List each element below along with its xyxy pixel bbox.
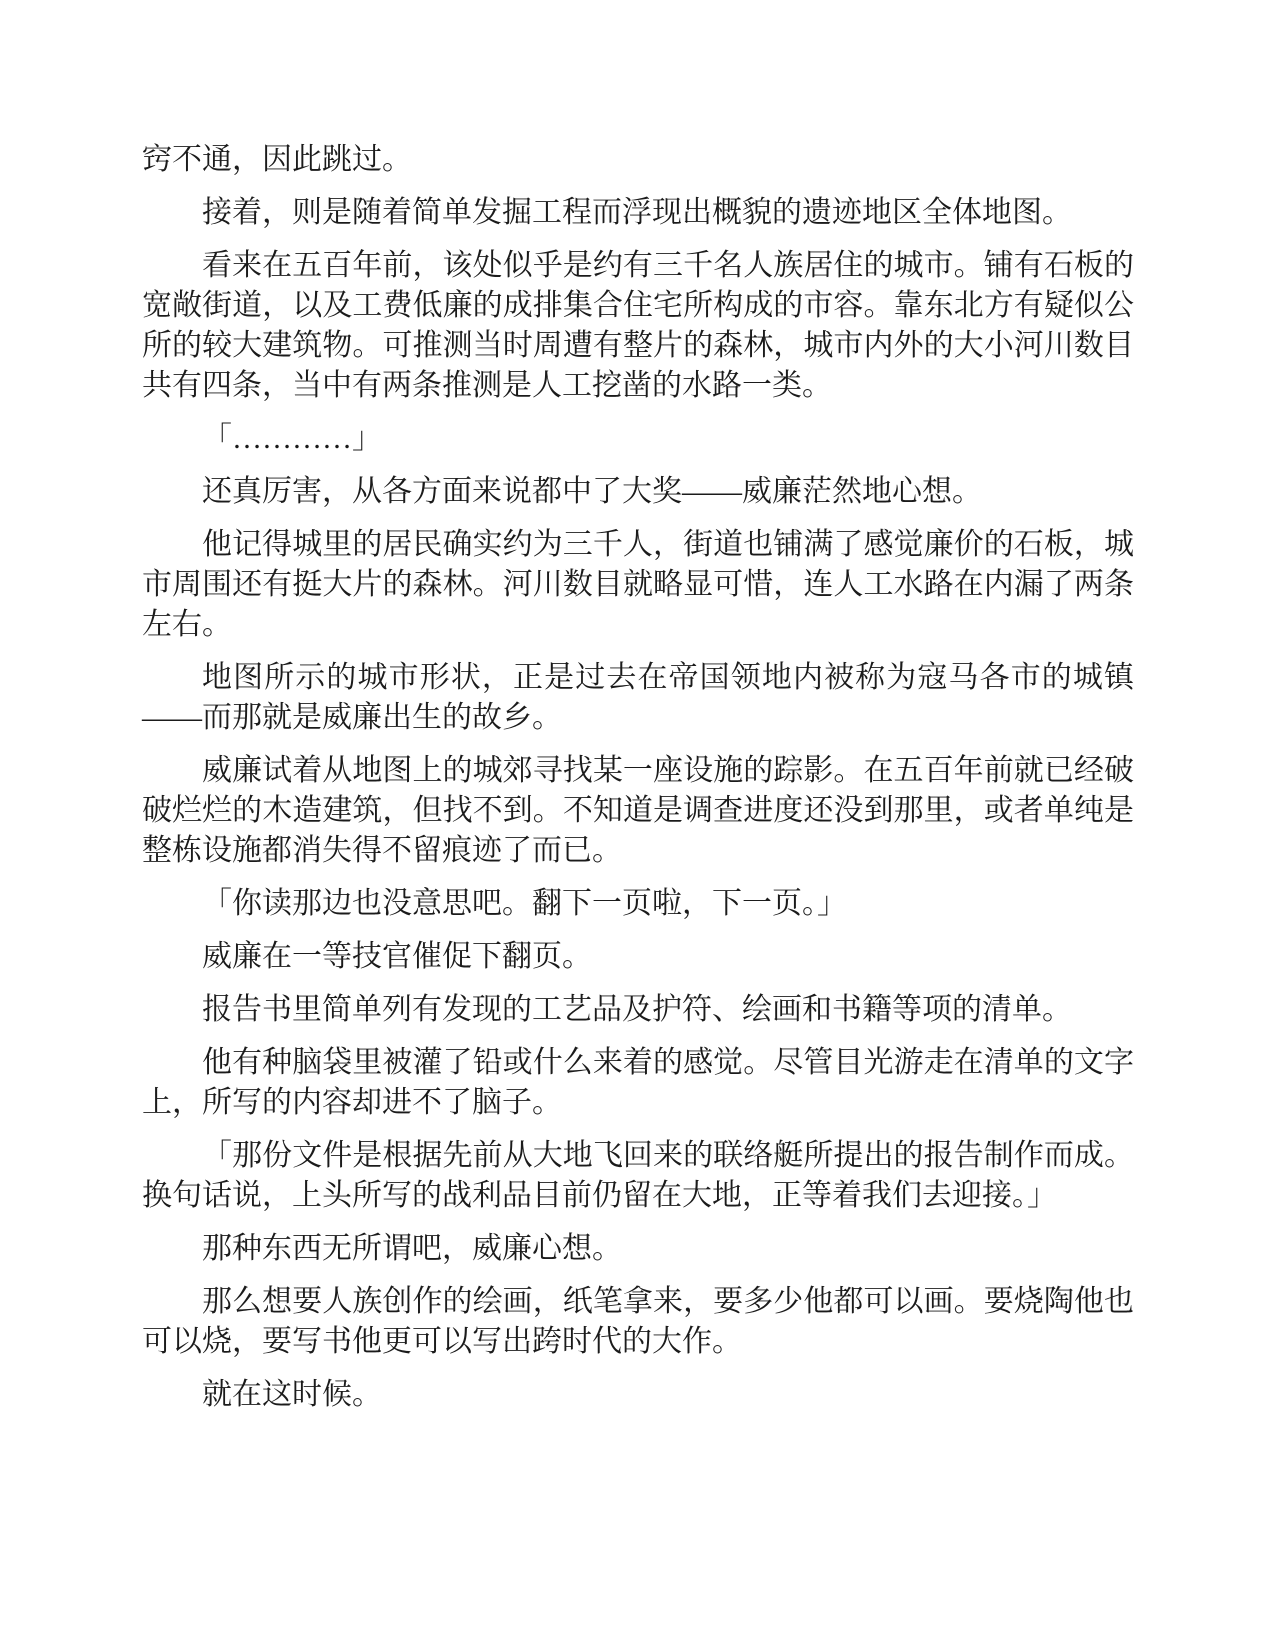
paragraph: 「你读那边也没意思吧。翻下一页啦，下一页。」 [202, 887, 847, 920]
paragraph: 就在这时候。 [202, 1378, 382, 1411]
paragraph: 地图所示的城市形状，正是过去在帝国领地内被称为寇马各市的城镇——而那就是威廉出生的故乡。 [142, 661, 1134, 734]
paragraph: 还真厉害，从各方面来说都中了大奖——威廉茫然地心想。 [202, 475, 982, 508]
page-text [142, 140, 1134, 1428]
paragraph: 报告书里简单列有发现的工艺品及护符、绘画和书籍等项的清单。 [202, 993, 1072, 1026]
paragraph: 他有种脑袋里被灌了铅或什么来着的感觉。尽管目光游走在清单的文字上，所写的内容却进不了脑子。 [142, 1046, 1134, 1119]
paragraph: 那么想要人族创作的绘画，纸笔拿来，要多少他都可以画。要烧陶他也可以烧，要写书他更可以写出跨时代的大作。 [142, 1285, 1134, 1358]
paragraph: 威廉在一等技官催促下翻页。 [202, 940, 592, 973]
paragraph: 窍不通，因此跳过。 [142, 143, 412, 176]
paragraph: 威廉试着从地图上的城郊寻找某一座设施的踪影。在五百年前就已经破破烂烂的木造建筑，但找不到。不知道是调查进度还没到那里，或者单纯是整栋设施都消失得不留痕迹了而已。 [142, 754, 1134, 867]
paragraph: 看来在五百年前，该处似乎是约有三千名人族居住的城市。铺有石板的宽敞街道，以及工费低廉的成排集合住宅所构成的市容。靠东北方有疑似公所的较大建筑物。可推测当时周遭有整片的森林，城市内外的大小河川数目共有四条，当中有两条推测是人工挖凿的水路一类。 [142, 249, 1134, 402]
paragraph: 他记得城里的居民确实约为三千人，街道也铺满了感觉廉价的石板，城市周围还有挺大片的森林。河川数目就略显可惜，连人工水路在内漏了两条左右。 [142, 528, 1134, 641]
paragraph: 「…………」 [202, 422, 382, 455]
paragraph: 「那份文件是根据先前从大地飞回来的联络艇所提出的报告制作而成。换句话说，上头所写的战利品目前仍留在大地，正等着我们去迎接。」 [142, 1139, 1134, 1212]
paragraph: 那种东西无所谓吧，威廉心想。 [202, 1232, 622, 1265]
paragraph: 接着，则是随着简单发掘工程而浮现出概貌的遗迹地区全体地图。 [202, 196, 1072, 229]
